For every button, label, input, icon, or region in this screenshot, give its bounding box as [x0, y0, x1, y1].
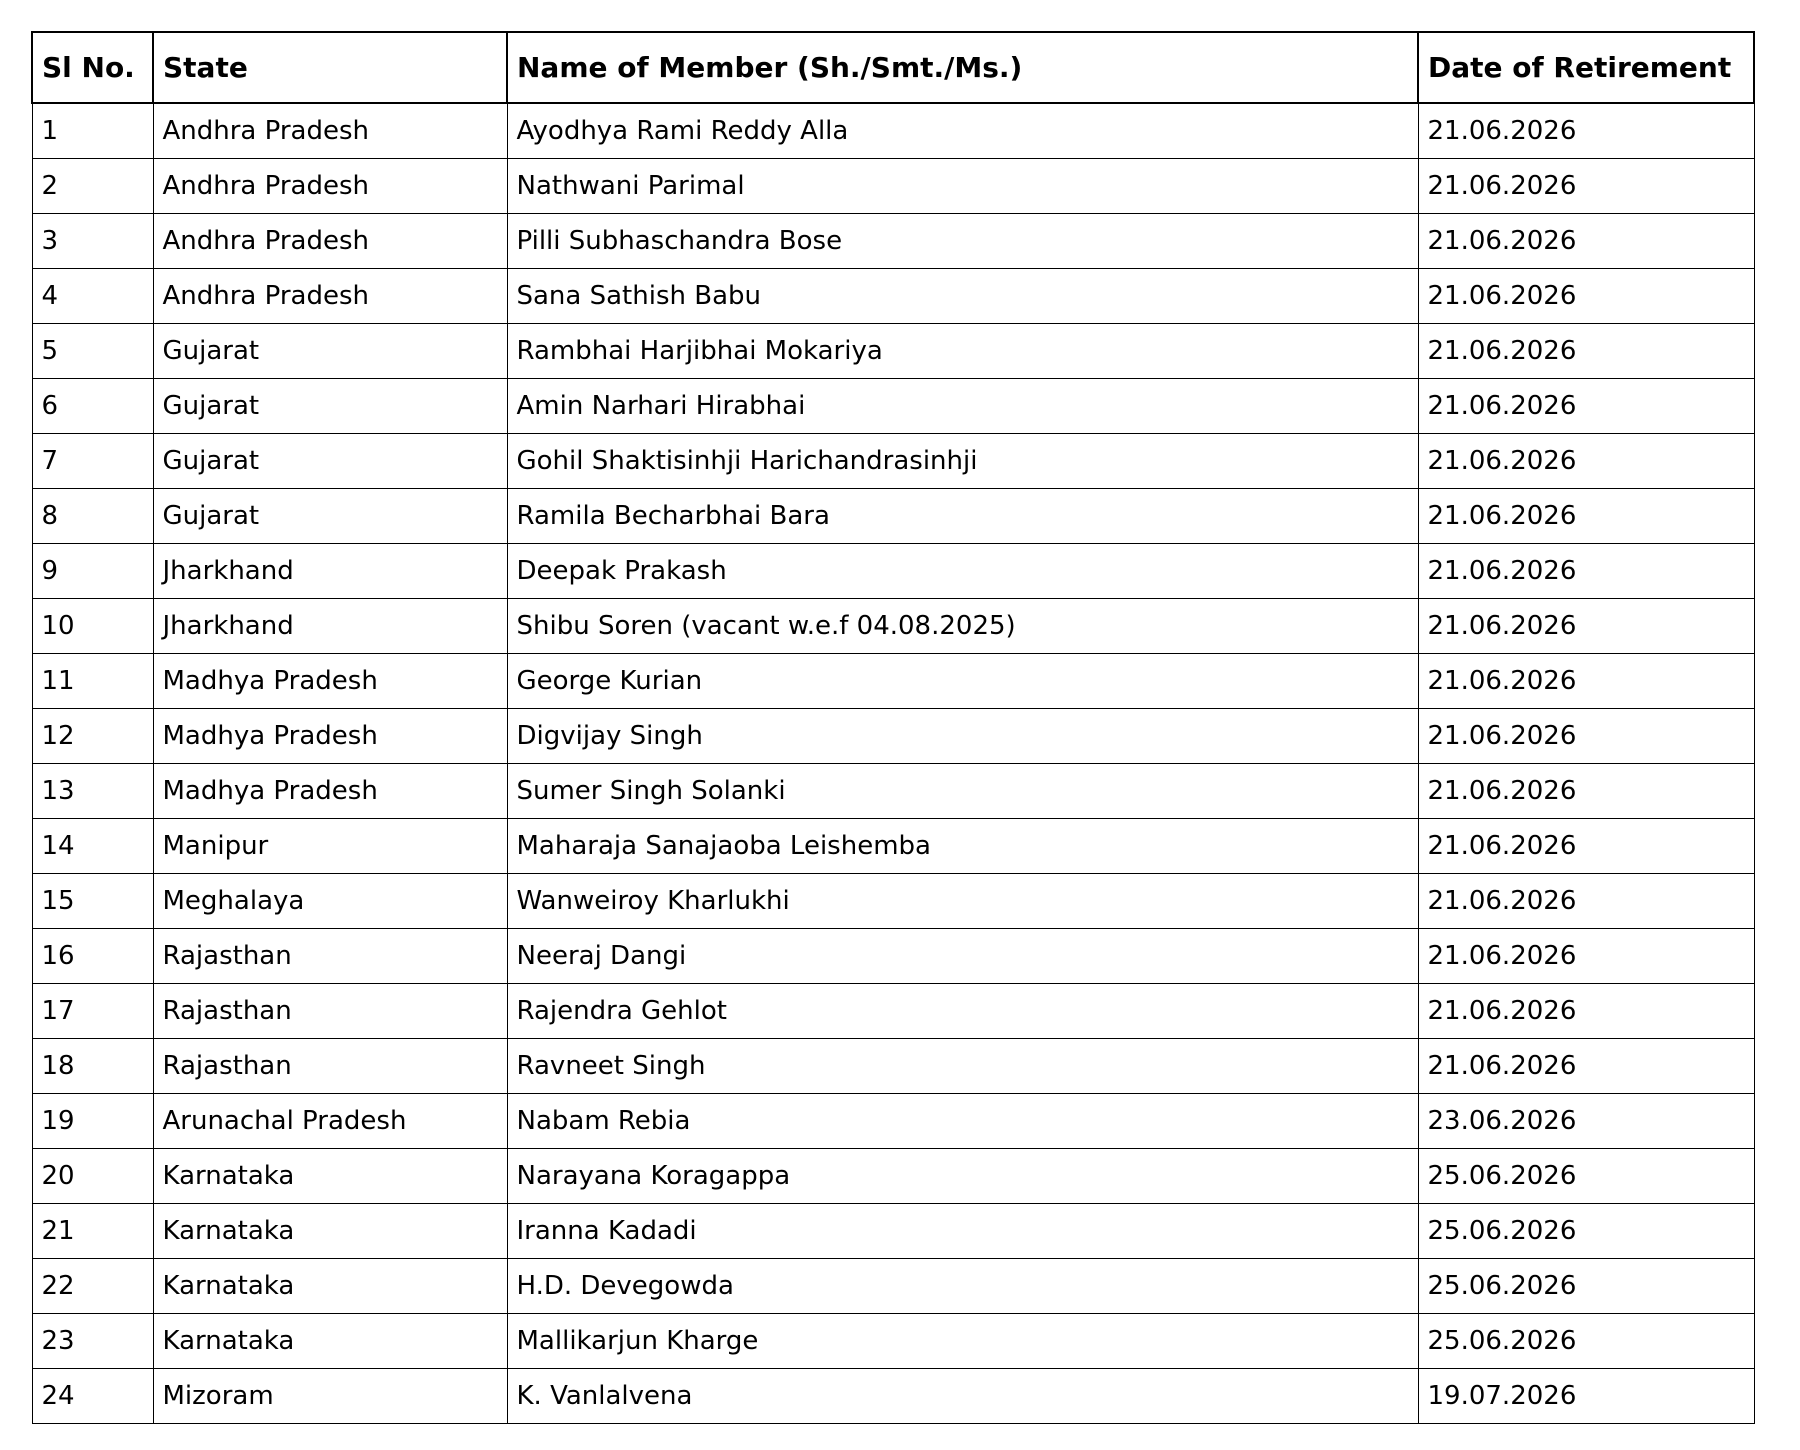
- table-row: [32, 1314, 1754, 1369]
- table-row: [32, 434, 1754, 489]
- cell-sl-no: 11: [32, 654, 153, 709]
- cell-member-name: George Kurian: [507, 654, 1418, 709]
- cell-member-name: Rajendra Gehlot: [507, 984, 1418, 1039]
- table-row: [32, 984, 1754, 1039]
- table-row: [32, 874, 1754, 929]
- cell-state: Jharkhand: [153, 599, 507, 654]
- table-row: [32, 819, 1754, 874]
- cell-sl-no: 13: [32, 764, 153, 819]
- cell-member-name: Pilli Subhaschandra Bose: [507, 214, 1418, 269]
- table-row: [32, 489, 1754, 544]
- cell-state: Andhra Pradesh: [153, 159, 507, 214]
- header-state: State: [153, 32, 507, 103]
- cell-date-of-retirement: 19.07.2026: [1418, 1369, 1754, 1424]
- cell-state: Mizoram: [153, 1369, 507, 1424]
- table-row: [32, 1259, 1754, 1314]
- cell-state: Arunachal Pradesh: [153, 1094, 507, 1149]
- cell-state: Manipur: [153, 819, 507, 874]
- table-row: [32, 1204, 1754, 1259]
- cell-sl-no: 6: [32, 379, 153, 434]
- cell-sl-no: 4: [32, 269, 153, 324]
- cell-state: Gujarat: [153, 379, 507, 434]
- cell-state: Karnataka: [153, 1259, 507, 1314]
- cell-member-name: Maharaja Sanajaoba Leishemba: [507, 819, 1418, 874]
- cell-sl-no: 15: [32, 874, 153, 929]
- cell-date-of-retirement: 21.06.2026: [1418, 599, 1754, 654]
- cell-sl-no: 5: [32, 324, 153, 379]
- cell-sl-no: 3: [32, 214, 153, 269]
- cell-sl-no: 20: [32, 1149, 153, 1204]
- cell-state: Rajasthan: [153, 984, 507, 1039]
- cell-date-of-retirement: 21.06.2026: [1418, 214, 1754, 269]
- cell-member-name: Digvijay Singh: [507, 709, 1418, 764]
- cell-sl-no: 2: [32, 159, 153, 214]
- table-row: [32, 1149, 1754, 1204]
- cell-state: Madhya Pradesh: [153, 709, 507, 764]
- cell-state: Meghalaya: [153, 874, 507, 929]
- cell-date-of-retirement: 21.06.2026: [1418, 159, 1754, 214]
- cell-date-of-retirement: 21.06.2026: [1418, 269, 1754, 324]
- cell-date-of-retirement: 21.06.2026: [1418, 984, 1754, 1039]
- cell-state: Rajasthan: [153, 1039, 507, 1094]
- cell-sl-no: 21: [32, 1204, 153, 1259]
- cell-member-name: Wanweiroy Kharlukhi: [507, 874, 1418, 929]
- cell-state: Andhra Pradesh: [153, 103, 507, 159]
- cell-member-name: Iranna Kadadi: [507, 1204, 1418, 1259]
- cell-date-of-retirement: 25.06.2026: [1418, 1259, 1754, 1314]
- cell-state: Madhya Pradesh: [153, 654, 507, 709]
- cell-member-name: Mallikarjun Kharge: [507, 1314, 1418, 1369]
- cell-date-of-retirement: 21.06.2026: [1418, 1039, 1754, 1094]
- cell-sl-no: 8: [32, 489, 153, 544]
- cell-date-of-retirement: 21.06.2026: [1418, 544, 1754, 599]
- cell-date-of-retirement: 21.06.2026: [1418, 929, 1754, 984]
- cell-state: Andhra Pradesh: [153, 214, 507, 269]
- cell-member-name: Shibu Soren (vacant w.e.f 04.08.2025): [507, 599, 1418, 654]
- cell-state: Gujarat: [153, 434, 507, 489]
- cell-sl-no: 1: [32, 103, 153, 159]
- cell-sl-no: 17: [32, 984, 153, 1039]
- document-page: [31, 31, 1755, 1424]
- cell-date-of-retirement: 25.06.2026: [1418, 1314, 1754, 1369]
- cell-member-name: Nabam Rebia: [507, 1094, 1418, 1149]
- cell-sl-no: 19: [32, 1094, 153, 1149]
- table-row: [32, 929, 1754, 984]
- table-row: [32, 159, 1754, 214]
- cell-date-of-retirement: 21.06.2026: [1418, 874, 1754, 929]
- members-retirement-table: [31, 31, 1755, 1424]
- cell-member-name: Gohil Shaktisinhji Harichandrasinhji: [507, 434, 1418, 489]
- cell-sl-no: 9: [32, 544, 153, 599]
- table-row: [32, 214, 1754, 269]
- table-body: [32, 103, 1754, 1424]
- table-row: [32, 544, 1754, 599]
- cell-member-name: H.D. Devegowda: [507, 1259, 1418, 1314]
- cell-date-of-retirement: 21.06.2026: [1418, 103, 1754, 159]
- table-row: [32, 1039, 1754, 1094]
- cell-member-name: K. Vanlalvena: [507, 1369, 1418, 1424]
- cell-sl-no: 10: [32, 599, 153, 654]
- cell-date-of-retirement: 21.06.2026: [1418, 819, 1754, 874]
- table-row: [32, 1369, 1754, 1424]
- cell-date-of-retirement: 25.06.2026: [1418, 1204, 1754, 1259]
- cell-date-of-retirement: 23.06.2026: [1418, 1094, 1754, 1149]
- cell-state: Madhya Pradesh: [153, 764, 507, 819]
- cell-member-name: Nathwani Parimal: [507, 159, 1418, 214]
- header-row: [32, 32, 1754, 103]
- cell-sl-no: 16: [32, 929, 153, 984]
- cell-date-of-retirement: 21.06.2026: [1418, 379, 1754, 434]
- table-row: [32, 654, 1754, 709]
- table-row: [32, 599, 1754, 654]
- header-sl-no: Sl No.: [32, 32, 153, 103]
- cell-sl-no: 7: [32, 434, 153, 489]
- cell-date-of-retirement: 21.06.2026: [1418, 324, 1754, 379]
- cell-date-of-retirement: 21.06.2026: [1418, 434, 1754, 489]
- cell-sl-no: 12: [32, 709, 153, 764]
- cell-date-of-retirement: 21.06.2026: [1418, 709, 1754, 764]
- cell-member-name: Amin Narhari Hirabhai: [507, 379, 1418, 434]
- cell-state: Jharkhand: [153, 544, 507, 599]
- cell-sl-no: 23: [32, 1314, 153, 1369]
- cell-state: Karnataka: [153, 1204, 507, 1259]
- cell-state: Gujarat: [153, 324, 507, 379]
- cell-date-of-retirement: 21.06.2026: [1418, 489, 1754, 544]
- cell-sl-no: 14: [32, 819, 153, 874]
- table-row: [32, 1094, 1754, 1149]
- cell-member-name: Sumer Singh Solanki: [507, 764, 1418, 819]
- cell-date-of-retirement: 21.06.2026: [1418, 654, 1754, 709]
- table-row: [32, 709, 1754, 764]
- cell-member-name: Ravneet Singh: [507, 1039, 1418, 1094]
- cell-member-name: Ayodhya Rami Reddy Alla: [507, 103, 1418, 159]
- table-row: [32, 764, 1754, 819]
- header-member-name: Name of Member (Sh./Smt./Ms.): [507, 32, 1418, 103]
- table-row: [32, 103, 1754, 159]
- table-header: [32, 32, 1754, 103]
- cell-sl-no: 22: [32, 1259, 153, 1314]
- cell-state: Karnataka: [153, 1149, 507, 1204]
- cell-state: Gujarat: [153, 489, 507, 544]
- cell-date-of-retirement: 21.06.2026: [1418, 764, 1754, 819]
- cell-sl-no: 18: [32, 1039, 153, 1094]
- table-row: [32, 379, 1754, 434]
- cell-state: Andhra Pradesh: [153, 269, 507, 324]
- cell-member-name: Deepak Prakash: [507, 544, 1418, 599]
- cell-state: Rajasthan: [153, 929, 507, 984]
- table-row: [32, 324, 1754, 379]
- cell-member-name: Rambhai Harjibhai Mokariya: [507, 324, 1418, 379]
- cell-member-name: Sana Sathish Babu: [507, 269, 1418, 324]
- header-date-of-retirement: Date of Retirement: [1418, 32, 1754, 103]
- cell-sl-no: 24: [32, 1369, 153, 1424]
- cell-member-name: Narayana Koragappa: [507, 1149, 1418, 1204]
- cell-date-of-retirement: 25.06.2026: [1418, 1149, 1754, 1204]
- cell-state: Karnataka: [153, 1314, 507, 1369]
- cell-member-name: Neeraj Dangi: [507, 929, 1418, 984]
- table-row: [32, 269, 1754, 324]
- cell-member-name: Ramila Becharbhai Bara: [507, 489, 1418, 544]
